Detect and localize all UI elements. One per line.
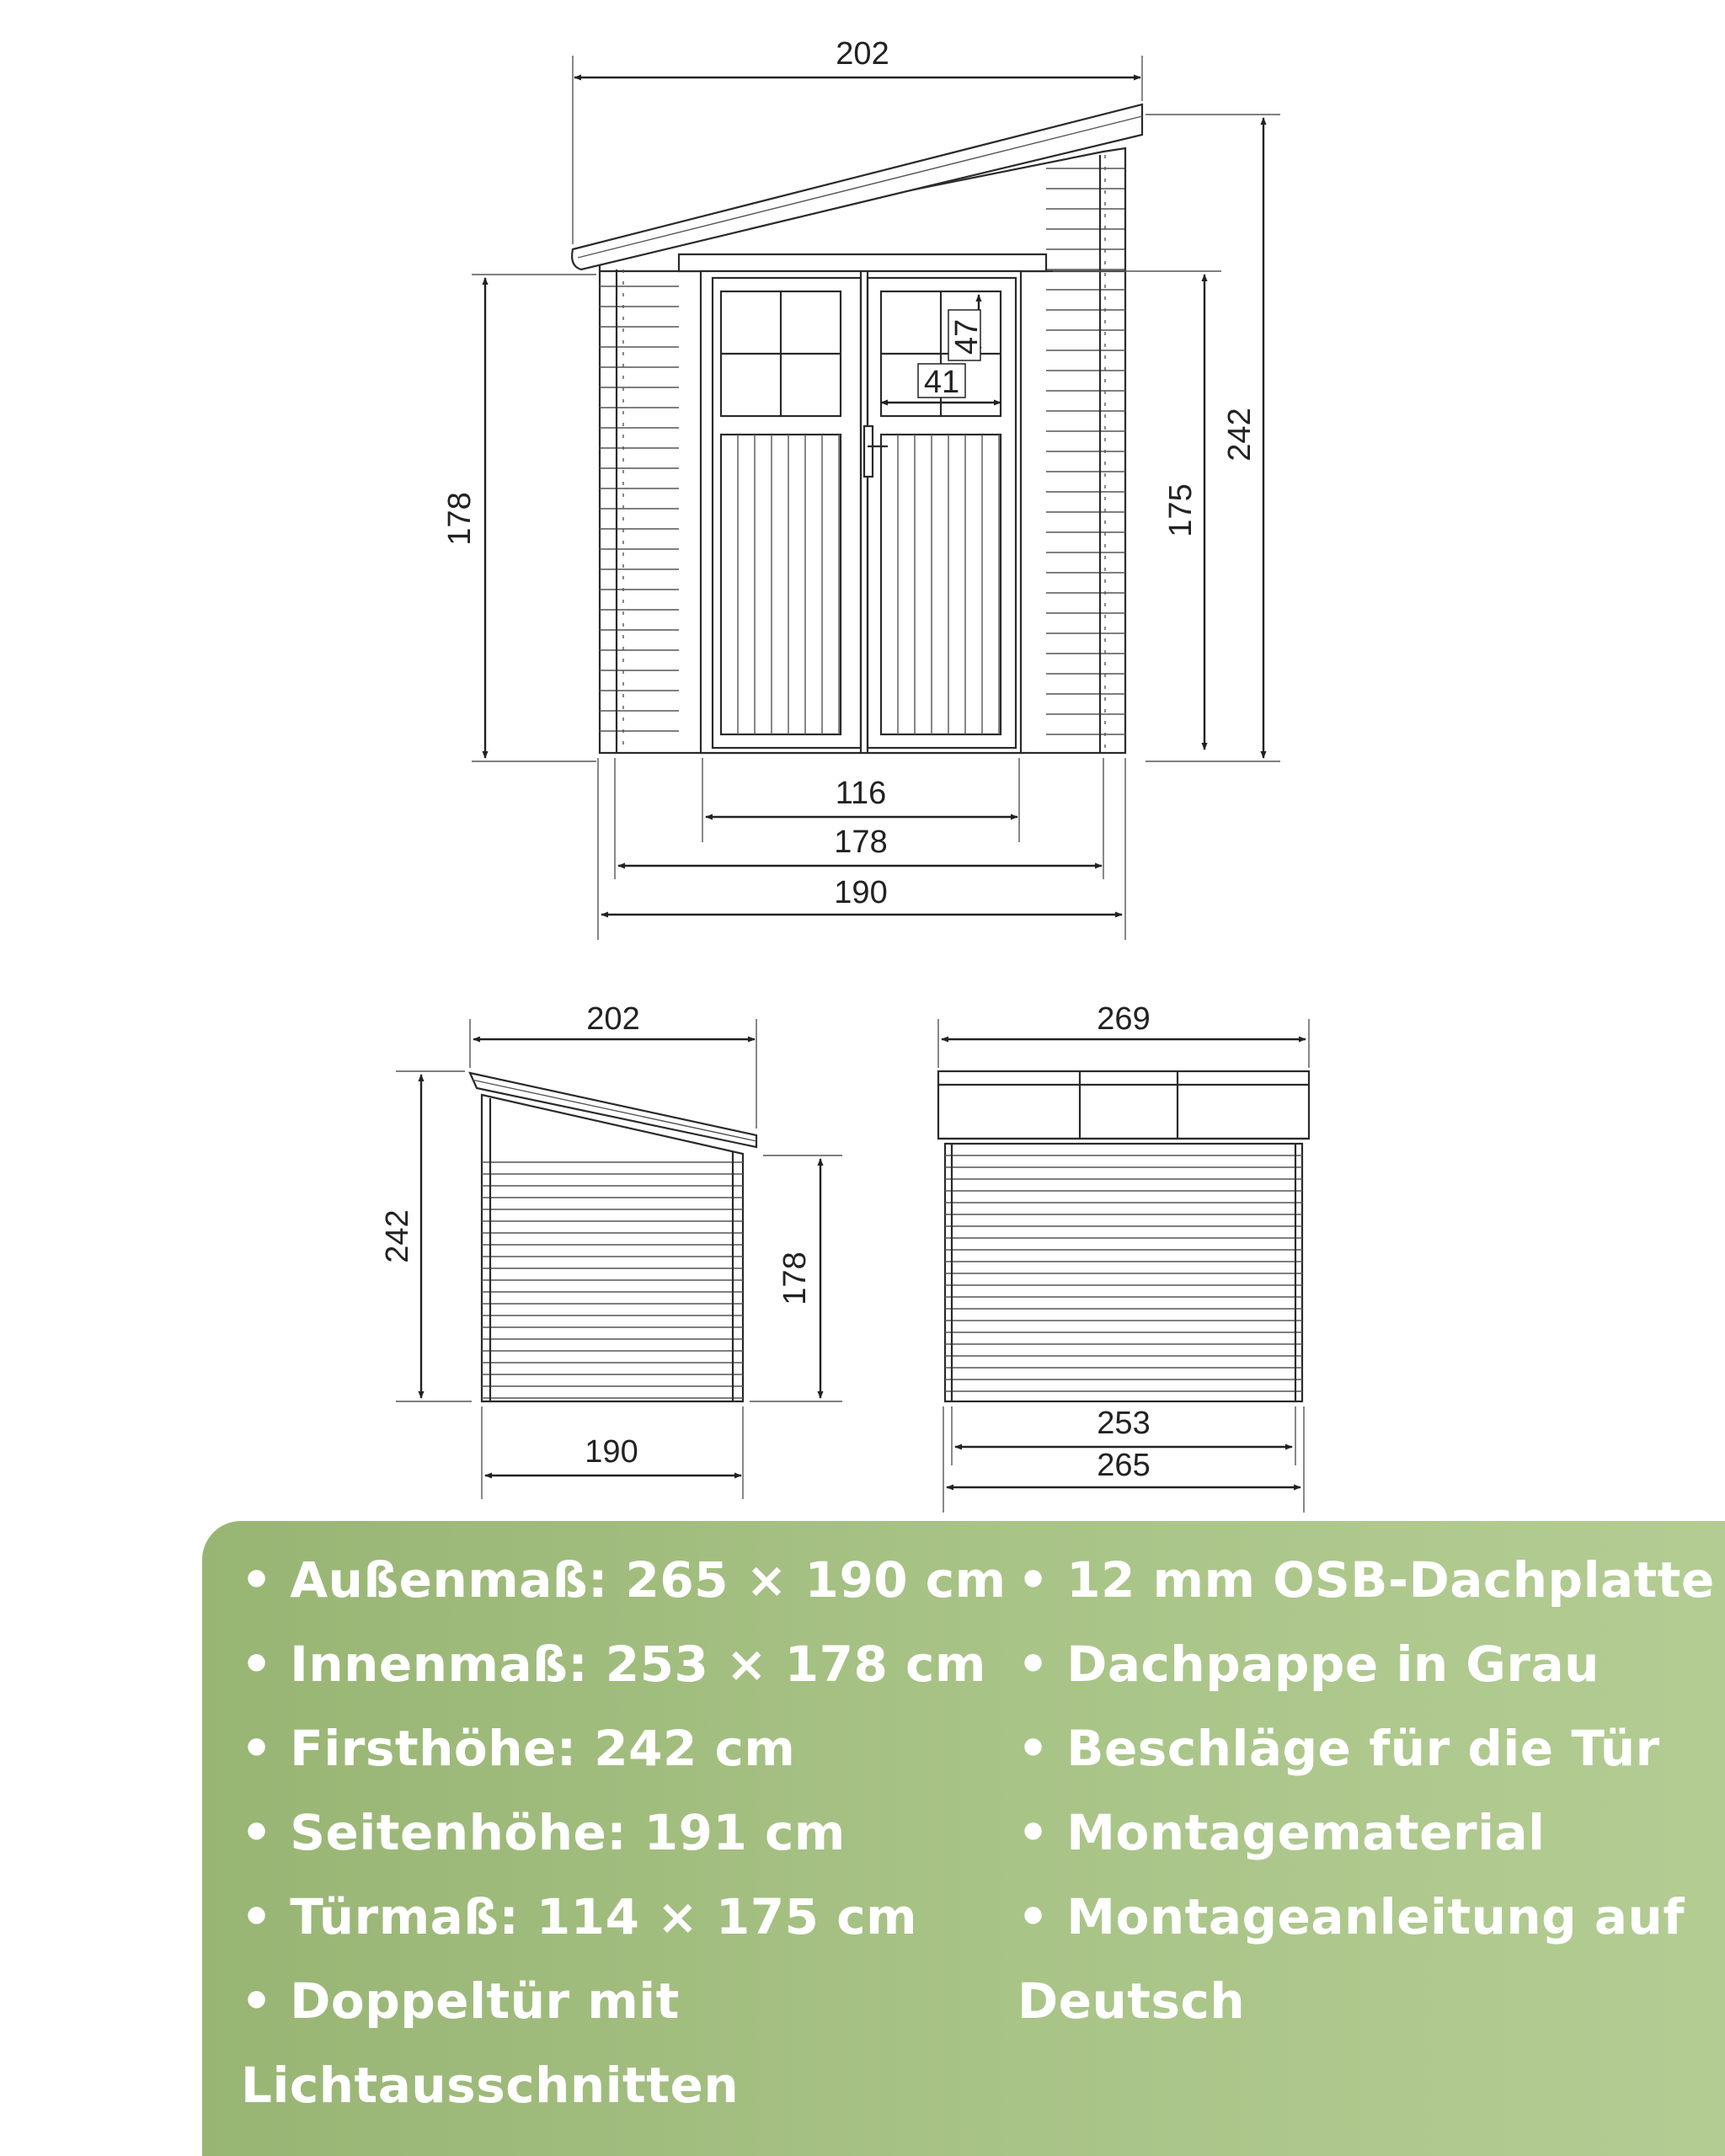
feature-outer-size: • Außenmaß: 265 × 190 cm [241,1551,1007,1609]
back-dim-outer-width: 265 [1097,1448,1151,1483]
front-dim-inner-width: 178 [834,825,888,860]
front-dim-outer-width: 190 [834,875,888,910]
feature-manual: • Montageanleitung auf [1017,1888,1685,1945]
feature-ridge-height: • Firsthöhe: 242 cm [241,1720,796,1777]
front-dim-door-height: 175 [1163,483,1199,537]
front-view [442,36,1280,940]
feature-door-size: • Türmaß: 114 × 175 cm [241,1888,918,1945]
front-dim-left-height: 178 [442,492,478,546]
feature-door-fittings: • Beschläge für die Tür [1017,1720,1660,1777]
feature-double-door-cont: Lichtausschnitten [241,2057,740,2114]
front-roof [572,104,1142,270]
feature-inner-size: • Innenmaß: 253 × 178 cm [241,1636,986,1693]
dim-window-width: 41 [923,365,960,400]
features-panel [202,1521,1725,2156]
side-dim-bottom-width: 190 [585,1434,638,1470]
feature-osb-roof: • 12 mm OSB-Dachplatte [1017,1551,1715,1609]
front-dim-top-width: 202 [836,36,889,72]
back-dim-inner-width: 253 [1097,1406,1151,1441]
front-dim-door-width: 116 [835,776,887,811]
feature-double-door: • Doppeltür mit [241,1972,680,2030]
side-view [380,1001,842,1499]
back-view [938,1001,1309,1513]
features-right-column [1017,1538,1725,2043]
side-dim-top-width: 202 [586,1001,640,1037]
side-dim-right-height: 178 [777,1251,813,1305]
door-header [679,254,1046,271]
feature-roof-felt: • Dachpappe in Grau [1017,1636,1599,1693]
feature-manual-cont: Deutsch [1017,1972,1246,2030]
side-dim-left-height: 242 [380,1209,415,1263]
front-dim-right-height: 242 [1222,408,1258,462]
feature-mounting-material: • Montagematerial [1017,1804,1546,1861]
back-dim-top-width: 269 [1097,1001,1151,1037]
feature-side-height: • Seitenhöhe: 191 cm [241,1804,846,1861]
dim-window-height: 47 [949,318,985,355]
features-left-column [241,1538,1024,2127]
